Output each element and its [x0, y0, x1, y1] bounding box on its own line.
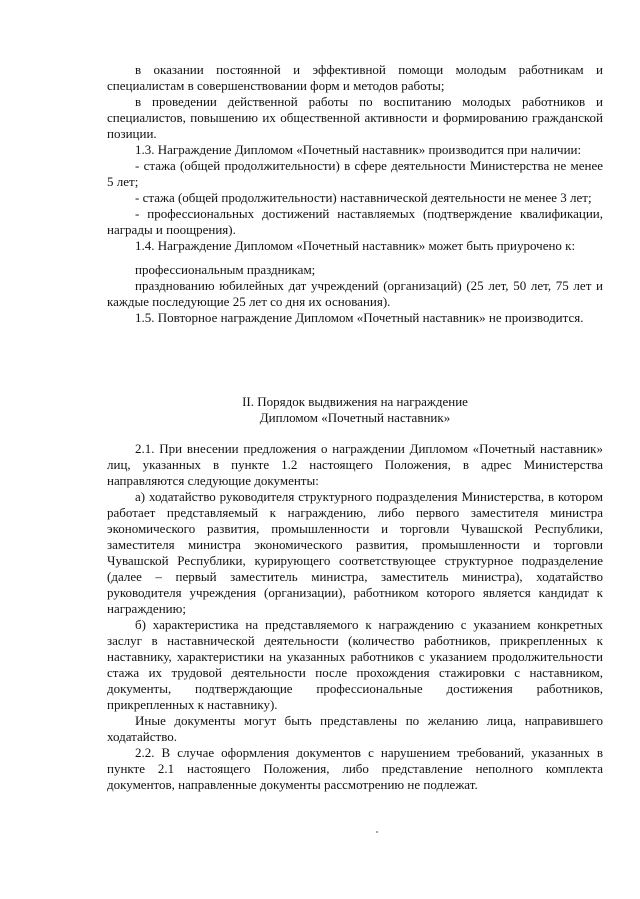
- paragraph: празднованию юбилейных дат учреждений (организаций) (25 лет, 50 лет, 75 лет и каждые последующие 25 лет со дня их основания).: [107, 278, 603, 309]
- paragraph: в проведении действенной работы по воспитанию молодых работников и специалистов, повышению их общественной активности и формированию гражданской позиции.: [107, 94, 603, 141]
- paragraph: 1.5. Повторное награждение Дипломом «Почетный наставник» не производится.: [135, 310, 584, 325]
- paragraph: 2.1. При внесении предложения о награждении Дипломом «Почетный наставник» лиц, указанных в пункте 1.2 настоящего Положения, в адрес Министерства направляются следующие документы:: [107, 441, 603, 488]
- paragraph: профессиональным праздникам;: [135, 262, 316, 277]
- section-heading: [107, 394, 603, 426]
- paragraph: а) ходатайство руководителя структурного подразделения Министерства, в котором работает представляемый к награждению, либо первого заместителя министра экономического развития, промышленности и торговли Чувашской Республики, заместителя министра экономического развития, промышленности и торговли Чувашской Республики, курирующего соответствующее структурное подразделение (далее – первый заместитель министра, заместитель министра), ходатайство руководителя учреждения (организации), работником которого является кандидат к награждению;: [107, 489, 603, 616]
- page-mark: [376, 831, 378, 833]
- paragraph: в оказании постоянной и эффективной помощи молодым работникам и специалистам в совершенствовании форм и методов работы;: [107, 62, 603, 93]
- paragraph: - профессиональных достижений наставляемых (подтверждение квалификации, награды и поощрения).: [107, 206, 603, 237]
- paragraph: Иные документы могут быть представлены по желанию лица, направившего ходатайство.: [107, 713, 603, 744]
- paragraph: 1.3. Награждение Дипломом «Почетный наставник» производится при наличии:: [135, 142, 582, 157]
- paragraph: 1.4. Награждение Дипломом «Почетный наставник» может быть приурочено к:: [135, 238, 576, 253]
- section-2: [107, 441, 603, 793]
- heading-line: Дипломом «Почетный наставник»: [259, 410, 451, 425]
- section-1-continued: [107, 62, 603, 326]
- paragraph: 2.2. В случае оформления документов с нарушением требований, указанных в пункте 2.1 настоящего Положения, либо представление неполного комплекта документов, направленные документы рассмотрению не подлежат.: [107, 745, 603, 792]
- paragraph: - стажа (общей продолжительности) наставнической деятельности не менее 3 лет;: [135, 190, 592, 205]
- heading-line: II. Порядок выдвижения на награждение: [242, 394, 468, 409]
- paragraph: - стажа (общей продолжительности) в сфере деятельности Министерства не менее 5 лет;: [107, 158, 603, 189]
- paragraph: б) характеристика на представляемого к награждению с указанием конкретных заслуг в наставнической деятельности (количество работников, прикрепленных к наставнику, характеристики на указанных работников с указанием продолжительности стажа их трудовой деятельности после прохождения стажировки с наставником, документы, подтверждающие профессиональные достижения работников, прикрепленных к наставнику).: [107, 617, 603, 712]
